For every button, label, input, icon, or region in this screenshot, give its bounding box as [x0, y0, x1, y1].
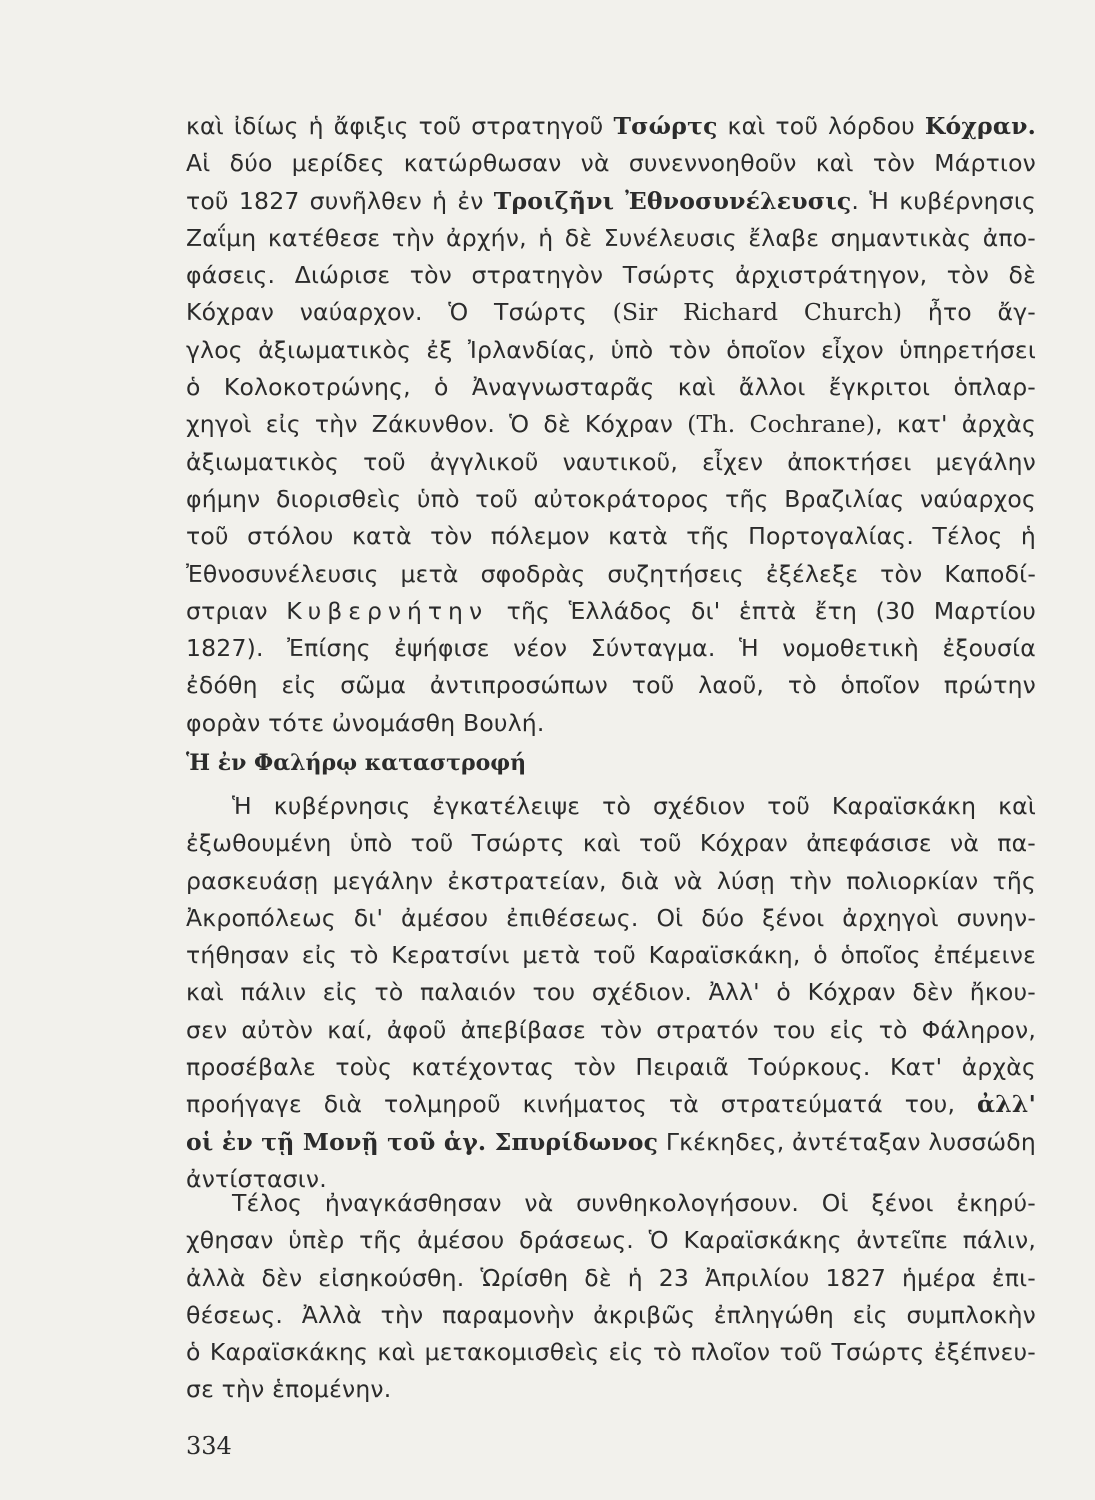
- text-line: οἱ ἐν τῇ Μονῇ τοῦ ἁγ. Σπυρίδωνος Γκέκηδες, ἀντέταξαν λυσσώδη: [186, 1127, 1036, 1156]
- text-line: 1827). Ἐπίσης ἐψήφισε νέον Σύνταγμα. Ἡ νομοθετικὴ ἐξουσία: [186, 634, 1036, 663]
- text-line: ἀξιωματικὸς τοῦ ἀγγλικοῦ ναυτικοῦ, εἶχεν ἀποκτήσει μεγάλην: [186, 447, 1036, 476]
- text-line: γλος ἀξιωματικὸς ἐξ Ἰρλανδίας, ὑπὸ τὸν ὁποῖον εἶχον ὑπηρετήσει: [186, 335, 1036, 364]
- text-line: χθησαν ὑπὲρ τῆς ἀμέσου δράσεως. Ὁ Καραϊσκάκης ἀντεῖπε πάλιν,: [186, 1226, 1036, 1255]
- text-line: φήμην διορισθεὶς ὑπὸ τοῦ αὐτοκράτορος τῆς Βραζιλίας ναύαρχος: [186, 484, 1036, 513]
- text-line: ἀντίστασιν.: [186, 1164, 327, 1193]
- paragraph-1: [186, 108, 1036, 742]
- text-line: ἀλλὰ δὲν εἰσηκούσθη. Ὡρίσθη δὲ ἡ 23 Ἀπριλίου 1827 ἡμέρα ἐπι-: [186, 1263, 1036, 1292]
- text-line: καὶ ἰδίως ἡ ἄφιξις τοῦ στρατηγοῦ Τσώρτς καὶ τοῦ λόρδου Κόχραν.: [186, 112, 1036, 140]
- paragraph-2: [186, 788, 1036, 1198]
- text-line: θέσεως. Ἀλλὰ τὴν παραμονὴν ἀκριβῶς ἐπληγώθη εἰς συμπλοκὴν: [186, 1300, 1036, 1329]
- text-line: τήθησαν εἰς τὸ Κερατσίνι μετὰ τοῦ Καραϊσκάκη, ὁ ὁποῖος ἐπέμεινε: [186, 941, 1036, 970]
- text-line: Ζαΐμη κατέθεσε τὴν ἀρχήν, ἡ δὲ Συνέλευσις ἔλαβε σημαντικὰς ἀπο-: [186, 223, 1036, 252]
- text-line: προσέβαλε τοὺς κατέχοντας τὸν Πειραιᾶ Τούρκους. Κατ' ἀρχὰς: [186, 1053, 1036, 1082]
- text-line: Αἱ δύο μερίδες κατώρθωσαν νὰ συνεννοηθοῦν καὶ τὸν Μάρτιον: [186, 149, 1036, 178]
- latin-name: (Sir Richard Church): [612, 298, 903, 327]
- text-line: τοῦ στόλου κατὰ τὸν πόλεμον κατὰ τῆς Πορτογαλίας. Τέλος ἡ: [186, 522, 1036, 551]
- text-line: ἐξωθουμένη ὑπὸ τοῦ Τσώρτς καὶ τοῦ Κόχραν ἀπεφάσισε νὰ πα-: [186, 829, 1036, 858]
- text-line: χηγοὶ εἰς τὴν Ζάκυνθον. Ὁ δὲ Κόχραν (Th. Cochrane), κατ' ἀρχὰς: [186, 410, 1036, 439]
- bold-name: Τσώρτς: [613, 112, 718, 140]
- text-line: φορὰν τότε ὠνομάσθη Βουλή.: [186, 708, 545, 737]
- paragraph-3: [186, 1185, 1036, 1409]
- section-heading: Ἡ ἐν Φαλήρῳ καταστροφή: [186, 750, 527, 776]
- bold-phrase: οἱ ἐν τῇ Μονῇ τοῦ ἁγ. Σπυρίδωνος: [186, 1127, 659, 1156]
- text-line: Κόχραν ναύαρχον. Ὁ Τσώρτς (Sir Richard Church) ἦτο ἄγ-: [186, 298, 1036, 327]
- text-line: σεν αὐτὸν καί, ἀφοῦ ἀπεβίβασε τὸν στρατόν του εἰς τὸ Φάληρον,: [186, 1015, 1036, 1044]
- text-line: φάσεις. Διώρισε τὸν στρατηγὸν Τσώρτς ἀρχιστράτηγον, τὸν δὲ: [186, 261, 1036, 290]
- text-line: Ἐθνοσυνέλευσις μετὰ σφοδρὰς συζητήσεις ἐξέλεξε τὸν Καποδί-: [186, 559, 1036, 588]
- text-line: προήγαγε διὰ τολμηροῦ κινήματος τὰ στρατεύματά του, ἀλλ': [186, 1090, 1036, 1119]
- bold-place: Τροιζῆνι Ἐθνοσυνέλευσις: [493, 186, 852, 215]
- bold-name: Κόχραν.: [924, 112, 1036, 140]
- page-number: 334: [186, 1432, 232, 1460]
- text-line: σε τὴν ἑπομένην.: [186, 1375, 392, 1404]
- text-line: Ἀκροπόλεως δι' ἀμέσου ἐπιθέσεως. Οἱ δύο ξένοι ἀρχηγοὶ συνην-: [186, 903, 1036, 932]
- bold-word: ἀλλ': [976, 1090, 1036, 1119]
- text-line: ἐδόθη εἰς σῶμα ἀντιπροσώπων τοῦ λαοῦ, τὸ ὁποῖον πρώτην: [186, 671, 1036, 700]
- spaced-word: Κυβερνήτην: [286, 596, 489, 625]
- text-line: στριαν Κυβερνήτην τῆς Ἑλλάδος δι' ἑπτὰ ἔτη (30 Μαρτίου: [186, 596, 1036, 625]
- text-line: ὁ Κολοκοτρώνης, ὁ Ἀναγνωσταρᾶς καὶ ἄλλοι ἔγκριτοι ὁπλαρ-: [186, 373, 1036, 402]
- text-line: ρασκευάσῃ μεγάλην ἐκστρατείαν, διὰ νὰ λύσῃ τὴν πολιορκίαν τῆς: [186, 866, 1036, 895]
- text-line: ὁ Καραϊσκάκης καὶ μετακομισθεὶς εἰς τὸ πλοῖον τοῦ Τσώρτς ἐξέπνευ-: [186, 1338, 1036, 1367]
- text-line: Ἡ κυβέρνησις ἐγκατέλειψε τὸ σχέδιον τοῦ Καραϊσκάκη καὶ: [232, 792, 1036, 820]
- text-line: τοῦ 1827 συνῆλθεν ἡ ἐν Τροιζῆνι Ἐθνοσυνέλευσις. Ἡ κυβέρνησις: [186, 186, 1036, 215]
- latin-name: (Th. Cochrane): [687, 410, 876, 439]
- text-line: Τέλος ἠναγκάσθησαν νὰ συνθηκολογήσουν. Οἱ ξένοι ἐκηρύ-: [232, 1189, 1036, 1217]
- text-line: καὶ πάλιν εἰς τὸ παλαιόν του σχέδιον. Ἀλλ' ὁ Κόχραν δὲν ἤκου-: [186, 978, 1036, 1007]
